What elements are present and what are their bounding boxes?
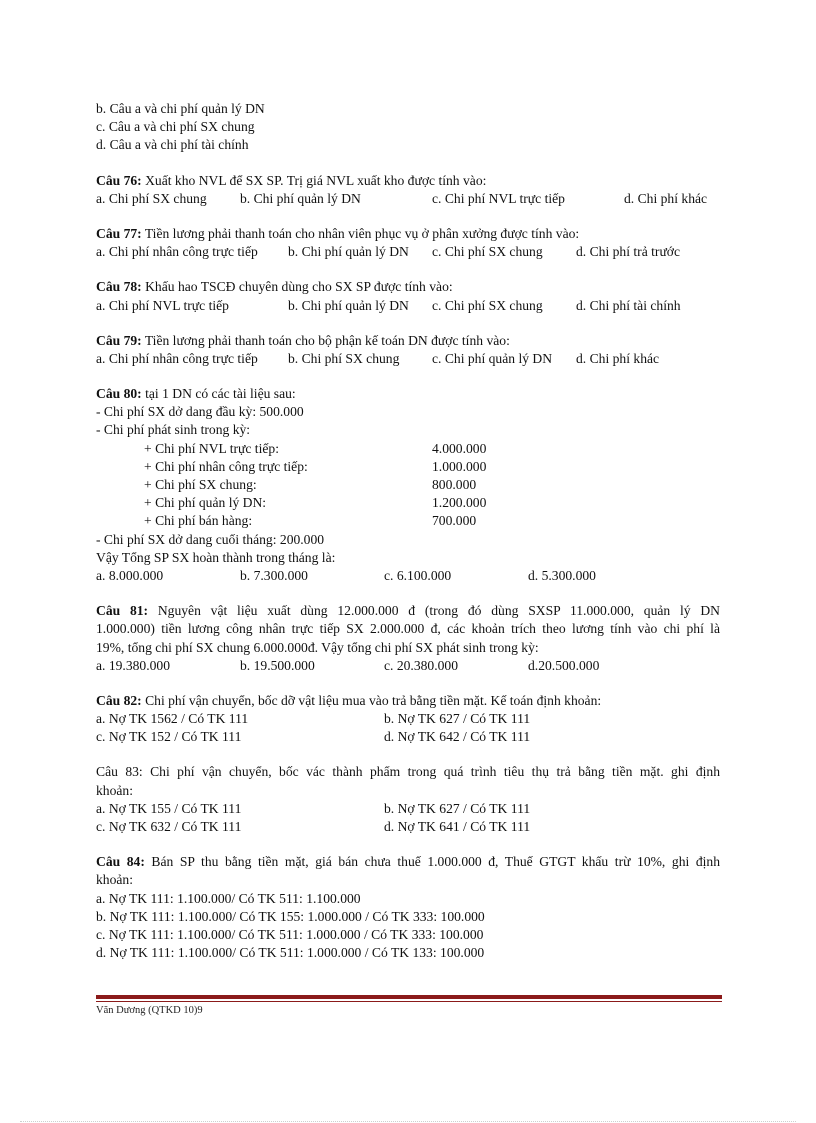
question-text: Xuất kho NVL để SX SP. Trị giá NVL xuất kho được tính vào: [141, 172, 487, 188]
question-text: Tiền lương phải thanh toán cho nhân viên phục vụ ở phân xưởng được tính vào: [141, 225, 580, 241]
question-83: Câu 83: Chi phí vận chuyển, bốc vác thành phẩm trong quá trình tiêu thụ trả bằng tiền mặt. ghi định [96, 764, 720, 780]
cost-item [96, 458, 720, 476]
cost-label: + Chi phí NVL trực tiếp: [144, 440, 279, 456]
footer-rule [96, 995, 722, 1002]
question-number: Câu 84: [96, 854, 145, 870]
question-number: Câu 80: [96, 386, 142, 402]
question-number: Câu 82: [96, 692, 142, 708]
answer-c: c. 6.100.000 [384, 567, 452, 583]
answer-d: d. Chi phí trả trước [576, 244, 681, 260]
question-84 [96, 853, 720, 871]
question-line: - Chi phí SX dở dang đầu kỳ: 500.000 [96, 404, 304, 420]
question-77 [96, 225, 720, 243]
answer-b: b. 19.500.000 [240, 657, 315, 673]
answer-d: d.20.500.000 [528, 657, 600, 673]
answer-c: c. Nợ TK 632 / Có TK 111 [96, 819, 242, 835]
answer-b: b. Chi phí quản lý DN [288, 297, 409, 313]
question-text: Tiền lương phải thanh toán cho bộ phận kế toán DN được tính vào: [141, 332, 510, 348]
question-line: 1.000.000) tiền lương công nhân trực tiếp SX 2.000.000 đ, các khoản trích theo lương tính vào chi phí là [96, 621, 720, 637]
question-80 [96, 385, 720, 403]
answer-row [96, 297, 720, 315]
cost-label: + Chi phí SX chung: [144, 477, 257, 492]
answer-row [96, 567, 720, 585]
cost-item [96, 494, 720, 512]
answer-a: a. 19.380.000 [96, 657, 171, 673]
answer-row [96, 818, 720, 836]
question-number: Câu 77: [96, 225, 142, 241]
question-text: Chi phí vận chuyển, bốc dỡ vật liệu mua vào trả bằng tiền mặt. Kế toán định khoản: [141, 692, 602, 708]
answer-a: a. Chi phí NVL trực tiếp [96, 297, 229, 313]
answer-row [96, 710, 720, 728]
cost-item [96, 440, 720, 458]
question-line: khoản: [96, 782, 133, 798]
answer-c: c. Chi phí SX chung [432, 244, 543, 260]
cost-label: + Chi phí quản lý DN: [144, 495, 267, 511]
answer-b: b. Chi phí quản lý DN [288, 244, 409, 260]
question-line: khoản: [96, 872, 133, 888]
option-d: d. Câu a và chi phí tài chính [96, 137, 249, 153]
question-81 [96, 602, 720, 620]
answer-c: c. Chi phí NVL trực tiếp [432, 190, 565, 206]
question-number: Câu 78: [96, 279, 142, 295]
question-line: - Chi phí phát sinh trong kỳ: [96, 422, 251, 438]
answer-row [96, 657, 720, 675]
cost-item [96, 476, 720, 494]
answer-row [96, 190, 720, 208]
page-footer: Văn Dương (QTKD 10)9 [96, 1005, 203, 1016]
answer-d: d. Chi phí tài chính [576, 297, 681, 313]
question-line: Vậy Tổng SP SX hoàn thành trong tháng là: [96, 549, 336, 565]
question-82 [96, 692, 720, 710]
cost-value: 1.200.000 [432, 495, 487, 511]
question-text: tại 1 DN có các tài liệu sau: [141, 386, 296, 402]
answer-c: c. Nợ TK 111: 1.100.000/ Có TK 511: 1.000.000 / Có TK 333: 100.000 [96, 927, 484, 942]
answer-c: c. Chi phí SX chung [432, 297, 543, 313]
question-number: Câu 79: [96, 332, 142, 348]
answer-b: b. 7.300.000 [240, 567, 308, 583]
question-text: Khấu hao TSCĐ chuyên dùng cho SX SP được tính vào: [141, 279, 453, 295]
answer-a: a. Chi phí nhân công trực tiếp [96, 244, 258, 260]
question-line: - Chi phí SX dở dang cuối tháng: 200.000 [96, 531, 325, 547]
page-bottom-border [20, 1121, 796, 1122]
cost-value: 800.000 [432, 477, 477, 492]
answer-c: c. 20.380.000 [384, 657, 459, 673]
question-text: Nguyên vật liệu xuất dùng 12.000.000 đ (trong đó dùng SXSP 11.000.000, quản lý DN [148, 603, 720, 619]
answer-d: d. Nợ TK 641 / Có TK 111 [384, 819, 531, 835]
answer-d: d. Chi phí khác [576, 350, 660, 366]
cost-value: 4.000.000 [432, 440, 487, 456]
question-78 [96, 278, 720, 296]
answer-a: a. 8.000.000 [96, 567, 164, 583]
question-number: Câu 76: [96, 172, 142, 188]
answer-a: a. Chi phí nhân công trực tiếp [96, 350, 258, 366]
answer-b: b. Chi phí quản lý DN [240, 190, 361, 206]
cost-value: 1.000.000 [432, 458, 487, 474]
answer-c: c. Chi phí quản lý DN [432, 350, 553, 366]
answer-row [96, 243, 720, 261]
answer-row [96, 728, 720, 746]
answer-b: b. Nợ TK 111: 1.100.000/ Có TK 155: 1.000.000 / Có TK 333: 100.000 [96, 908, 485, 924]
cost-value: 700.000 [432, 513, 477, 529]
question-text: Bán SP thu bằng tiền mặt, giá bán chưa thuế 1.000.000 đ, Thuế GTGT khấu trừ 10%, ghi định [144, 854, 720, 870]
answer-a: a. Nợ TK 155 / Có TK 111 [96, 800, 242, 816]
question-number: Câu 81: [96, 603, 149, 619]
option-c: c. Câu a và chi phí SX chung [96, 119, 255, 135]
question-76 [96, 172, 720, 190]
answer-row [96, 800, 720, 818]
answer-d: d. Nợ TK 111: 1.100.000/ Có TK 511: 1.000.000 / Có TK 133: 100.000 [96, 945, 485, 961]
cost-item [96, 512, 720, 530]
answer-b: b. Chi phí SX chung [288, 350, 400, 366]
option-b: b. Câu a và chi phí quản lý DN [96, 101, 265, 116]
answer-row [96, 350, 720, 368]
answer-d: d. Chi phí khác [624, 190, 708, 206]
answer-a: a. Nợ TK 1562 / Có TK 111 [96, 711, 249, 727]
answer-a: a. Nợ TK 111: 1.100.000/ Có TK 511: 1.100.000 [96, 890, 361, 906]
document-page [96, 100, 720, 962]
answer-b: b. Nợ TK 627 / Có TK 111 [384, 800, 531, 816]
cost-label: + Chi phí nhân công trực tiếp: [144, 458, 308, 474]
answer-d: d. 5.300.000 [528, 567, 596, 583]
question-line: 19%, tổng chi phí SX chung 6.000.000đ. Vậy tổng chi phí SX phát sinh trong kỳ: [96, 639, 539, 655]
answer-d: d. Nợ TK 642 / Có TK 111 [384, 729, 531, 745]
question-79 [96, 332, 720, 350]
answer-b: b. Nợ TK 627 / Có TK 111 [384, 711, 531, 727]
answer-a: a. Chi phí SX chung [96, 190, 207, 206]
cost-label: + Chi phí bán hàng: [144, 513, 253, 529]
answer-c: c. Nợ TK 152 / Có TK 111 [96, 729, 242, 745]
